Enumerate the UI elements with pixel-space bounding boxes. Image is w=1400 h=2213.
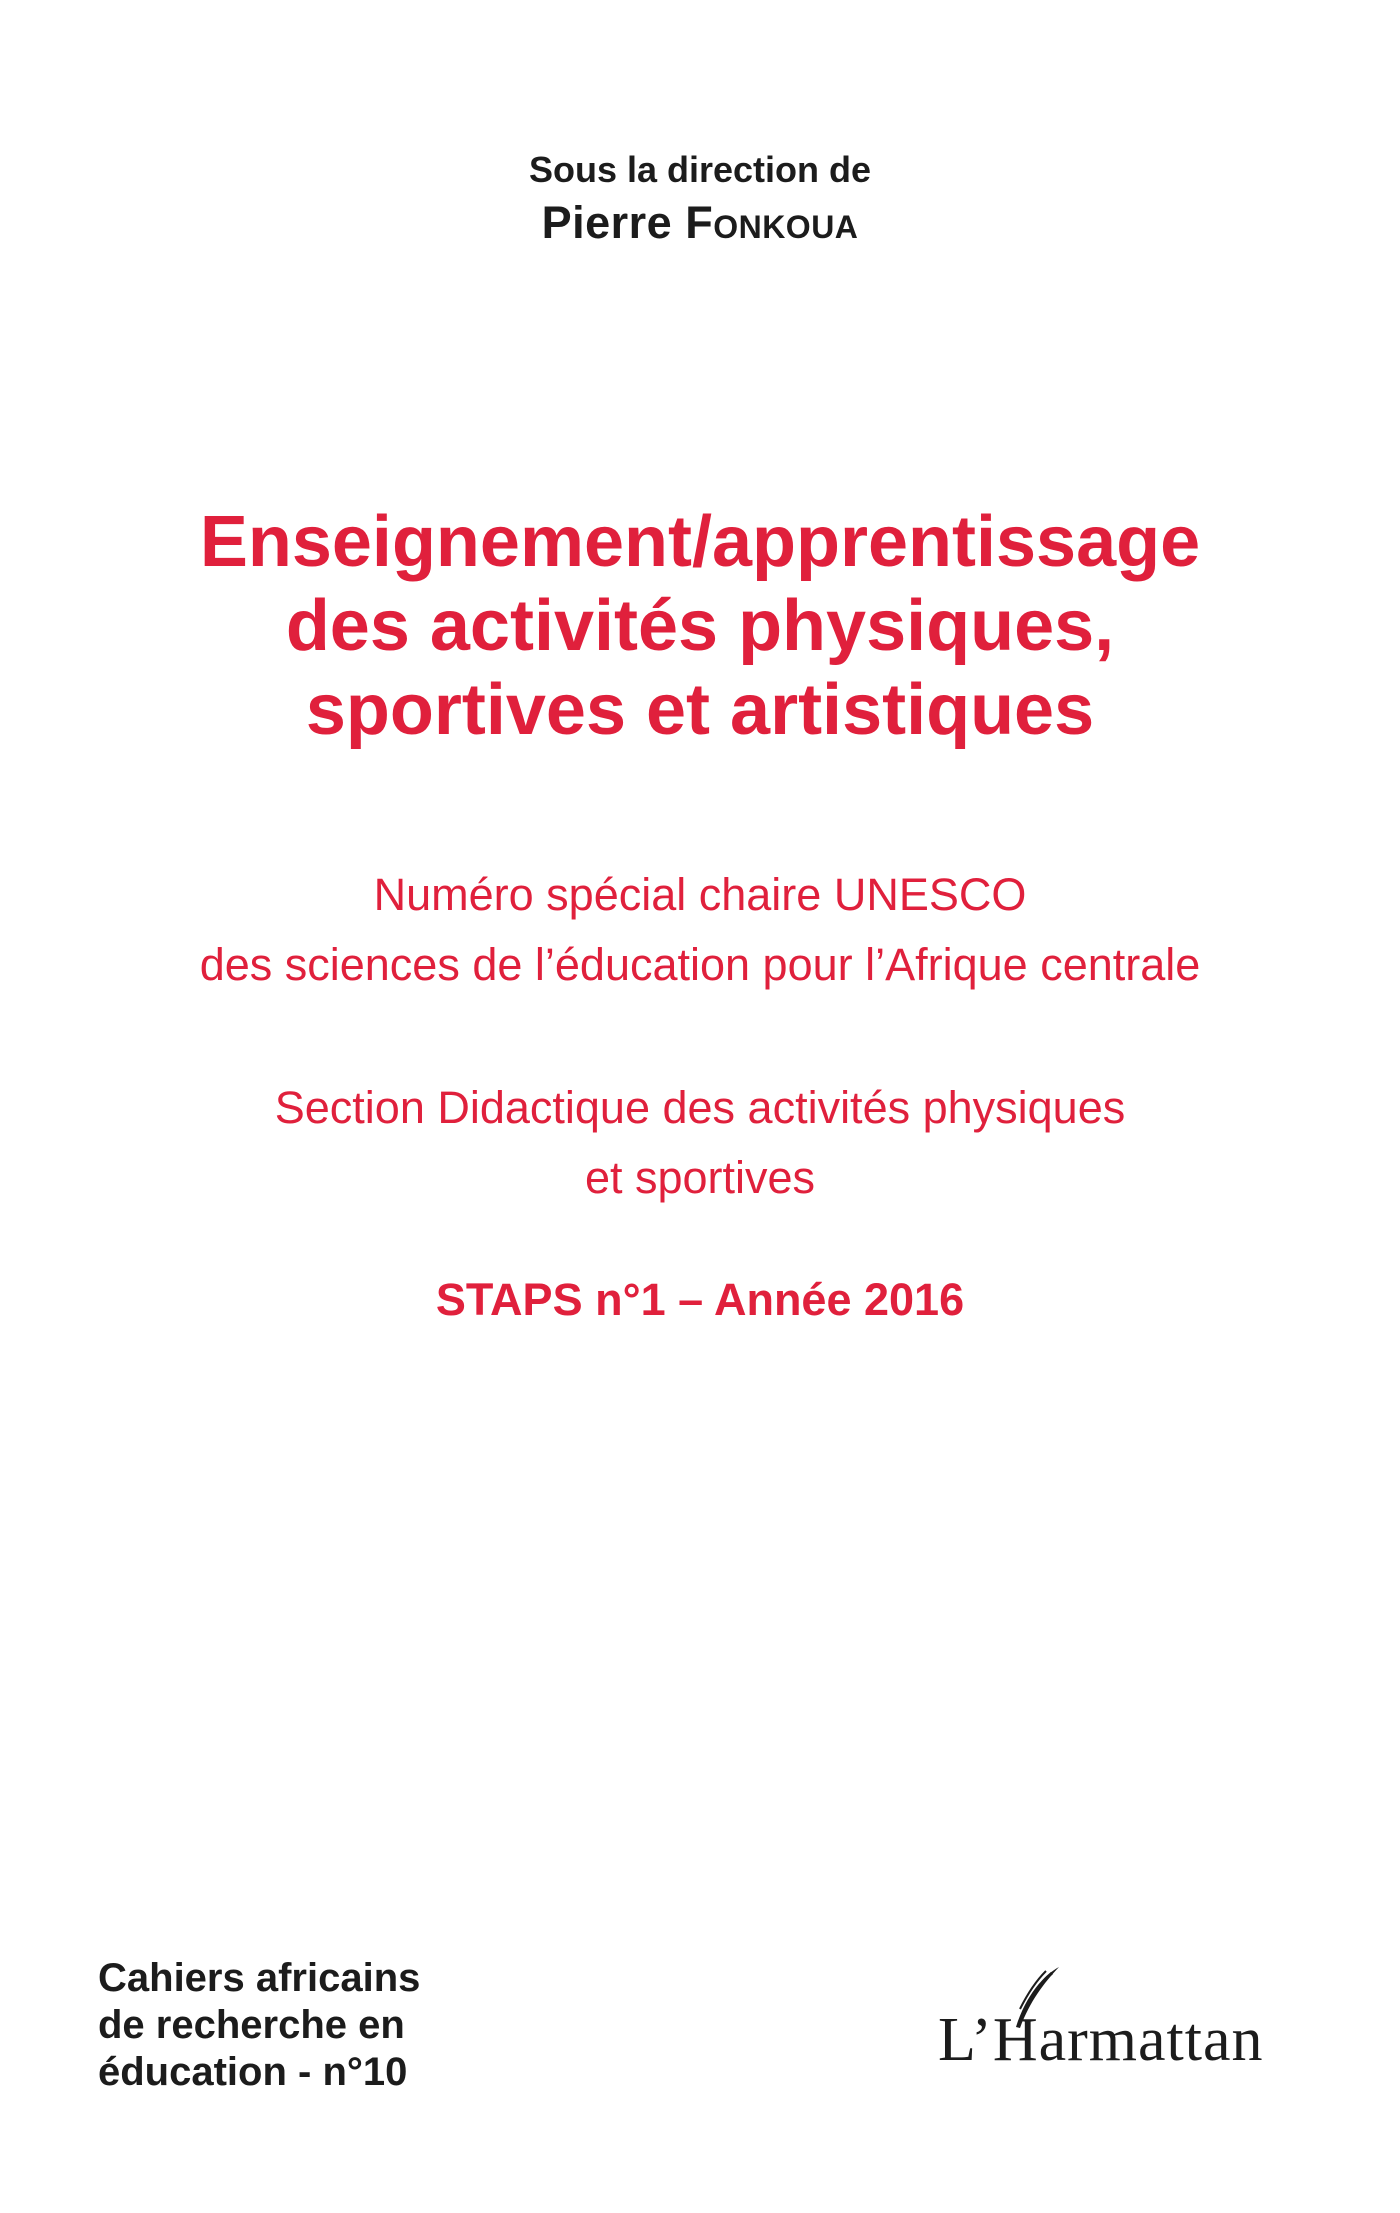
issue-label: STAPS n°1 – Année 2016 [435,1274,965,1325]
publisher-logo [938,1965,1308,2075]
collection-line-2: de recherche en [98,2003,405,2047]
title-line-3: sportives et artistiques [305,670,1095,750]
publisher-name: L’Harmattan [938,2006,1264,2074]
section-label [0,1073,1400,1213]
subtitle-line-1: Numéro spécial chaire UNESCO [373,869,1027,920]
book-subtitle [0,860,1400,1000]
section-line-1: Section Didactique des activités physiques [274,1082,1126,1133]
editor-intro: Sous la direction de [528,149,872,190]
collection-line-3: éducation - n°10 [98,2050,408,2094]
collection-line-1: Cahiers africains [98,1956,421,2000]
title-line-2: des activités physiques, [285,586,1115,666]
subtitle-line-2: des sciences de l’éducation pour l’Afrique centrale [199,939,1201,990]
editor-last-name: Fonkoua [685,197,859,248]
editor-first-name: Pierre [541,197,673,248]
section-line-2: et sportives [584,1152,816,1203]
collection-name [98,1955,420,2096]
book-title [0,500,1400,752]
title-line-1: Enseignement/apprentissage [199,502,1201,582]
editor-name [0,196,1400,250]
